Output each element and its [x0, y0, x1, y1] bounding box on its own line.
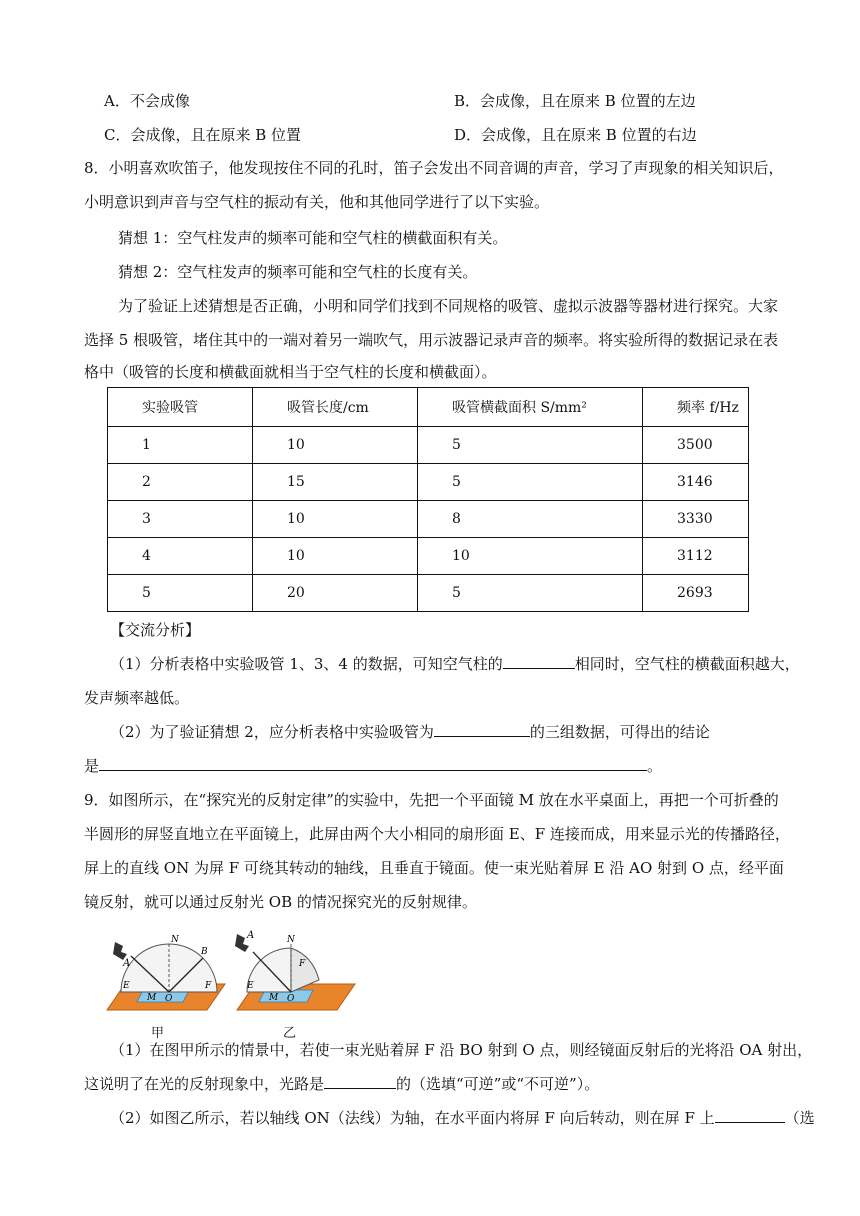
- table-cell: 20: [253, 575, 418, 612]
- answer-blank[interactable]: [99, 756, 647, 771]
- table-row: [108, 538, 749, 575]
- data-table: [107, 387, 749, 612]
- table-row: [108, 501, 749, 538]
- figure-caption-jia: 甲: [151, 1026, 165, 1041]
- answer-blank[interactable]: [503, 654, 575, 669]
- q9-part2-text-a: （2）如图乙所示，若以轴线 ON（法线）为轴，在水平面内将屏 F 向后转动，则在屏 F 上: [110, 1109, 715, 1127]
- figure-label: A: [247, 930, 255, 941]
- q9-part2-line-1: [110, 1108, 815, 1128]
- table-header-cell: 吸管长度/cm: [253, 388, 418, 427]
- figure-jia: [103, 922, 229, 1022]
- table-cell: 15: [253, 464, 418, 501]
- q8-method-line-2: 选择 5 根吸管，堵住其中的一端对着另一端吹气，用示波器记录声音的频率。将实验所得的数据记录在表: [84, 331, 779, 349]
- table-cell: 3330: [643, 501, 749, 538]
- figure-label: E: [247, 981, 254, 991]
- table-cell: 5: [418, 575, 643, 612]
- figure-caption-yi: 乙: [283, 1026, 297, 1041]
- q9-part1-line-1: （1）在图甲所示的情景中，若使一束光贴着屏 F 沿 BO 射到 O 点，则经镜面反射后的光将沿 OA 射出，: [110, 1041, 813, 1059]
- q9-intro-line-2: 半圆形的屏竖直地立在平面镜上，此屏由两个大小相同的扇形面 E、F 连接而成，用来显示光的传播路径，: [84, 825, 790, 843]
- q8-intro-line-2: 小明意识到声音与空气柱的振动有关，他和其他同学进行了以下实验。: [84, 193, 550, 211]
- table-cell: 8: [418, 501, 643, 538]
- q8-hypothesis-1: 猜想 1：空气柱发声的频率可能和空气柱的横截面积有关。: [118, 229, 508, 247]
- q9-intro-line-4: 镜反射，就可以通过反射光 OB 的情况探究光的反射规律。: [84, 893, 477, 911]
- figure-label: F: [205, 981, 212, 991]
- q8-part1-text-a: （1）分析表格中实验吸管 1、3、4 的数据，可知空气柱的: [110, 655, 503, 673]
- q9-part1-text-b: 这说明了在光的反射现象中，光路是: [84, 1075, 325, 1093]
- figure-label: M: [147, 993, 157, 1003]
- q9-part1-line-2: [84, 1074, 599, 1094]
- q9-part2-text-b: （选: [784, 1109, 815, 1127]
- table-cell: 10: [418, 538, 643, 575]
- option-a: A．不会成像: [104, 92, 190, 110]
- q8-part2-text-d: 。: [647, 757, 663, 775]
- figure-label: M: [269, 993, 279, 1003]
- q9-intro-line-3: 屏上的直线 ON 为屏 F 可绕其转动的轴线，且垂直于镜面。使一束光贴着屏 E 沿 AO 射到 O 点，经平面: [84, 859, 784, 877]
- option-d: D．会成像，且在原来 B 位置的右边: [454, 126, 697, 144]
- table-row: [108, 427, 749, 464]
- table-cell: 10: [253, 538, 418, 575]
- table-cell: 3: [108, 501, 253, 538]
- q8-part2-line-1: [110, 722, 710, 742]
- figure-label: F: [299, 959, 306, 969]
- figure-label: N: [287, 935, 295, 945]
- table-header-row: [108, 388, 749, 427]
- q9-intro-line-1: 9．如图所示，在“探究光的反射定律”的实验中，先把一个平面镜 M 放在水平桌面上，再把一个可折叠的: [84, 791, 779, 809]
- q8-part1-line-2: 发声频率越低。: [84, 689, 190, 707]
- table-cell: 1: [108, 427, 253, 464]
- q8-part2-text-c: 是: [84, 757, 100, 775]
- section-heading: 【交流分析】: [110, 621, 201, 639]
- table-cell: 2: [108, 464, 253, 501]
- figure-label: A: [123, 958, 131, 969]
- table-cell: 4: [108, 538, 253, 575]
- table-row: [108, 575, 749, 612]
- q8-part2-text-a: （2）为了验证猜想 2，应分析表格中实验吸管为: [110, 723, 434, 741]
- figure-label: O: [165, 994, 173, 1004]
- table-cell: 10: [253, 427, 418, 464]
- option-c: C．会成像，且在原来 B 位置: [104, 126, 302, 144]
- table-cell: 3112: [643, 538, 749, 575]
- q8-part1-text-b: 相同时，空气柱的横截面积越大，: [574, 655, 800, 673]
- figure-label: E: [123, 981, 130, 991]
- figure-yi: [233, 922, 359, 1022]
- table-cell: 3500: [643, 427, 749, 464]
- table-cell: 5: [108, 575, 253, 612]
- table-header-cell: 实验吸管: [108, 388, 253, 427]
- table-header-cell: 频率 f/Hz: [643, 388, 749, 427]
- q8-method-line-3: 格中（吸管的长度和横截面就相当于空气柱的长度和横截面）。: [84, 363, 497, 381]
- answer-blank[interactable]: [434, 722, 530, 737]
- answer-blank[interactable]: [715, 1108, 785, 1123]
- table-row: [108, 464, 749, 501]
- table-cell: 5: [418, 464, 643, 501]
- q8-part1-line-1: [110, 654, 800, 674]
- figure-label: N: [171, 935, 179, 945]
- q9-part1-text-c: 的（选填“可逆”或“不可逆”）。: [396, 1075, 600, 1093]
- answer-blank[interactable]: [324, 1074, 396, 1089]
- q8-method-line-1: 为了验证上述猜想是否正确，小明和同学们找到不同规格的吸管、虚拟示波器等器材进行探究。大家: [118, 297, 779, 315]
- table-cell: 5: [418, 427, 643, 464]
- table-cell: 10: [253, 501, 418, 538]
- option-b: B．会成像，且在原来 B 位置的左边: [454, 92, 696, 110]
- q8-part2-line-2: [84, 756, 662, 776]
- figure-label: B: [201, 947, 208, 957]
- q8-hypothesis-2: 猜想 2：空气柱发声的频率可能和空气柱的长度有关。: [118, 263, 478, 281]
- figure-label: O: [287, 994, 295, 1004]
- table-header-cell: 吸管横截面积 S/mm²: [418, 388, 643, 427]
- q8-part2-text-b: 的三组数据，可得出的结论: [529, 723, 710, 741]
- table-cell: 2693: [643, 575, 749, 612]
- q8-intro-line-1: 8．小明喜欢吹笛子，他发现按住不同的孔时，笛子会发出不同音调的声音，学习了声现象的相关知识后，: [84, 159, 784, 177]
- table-cell: 3146: [643, 464, 749, 501]
